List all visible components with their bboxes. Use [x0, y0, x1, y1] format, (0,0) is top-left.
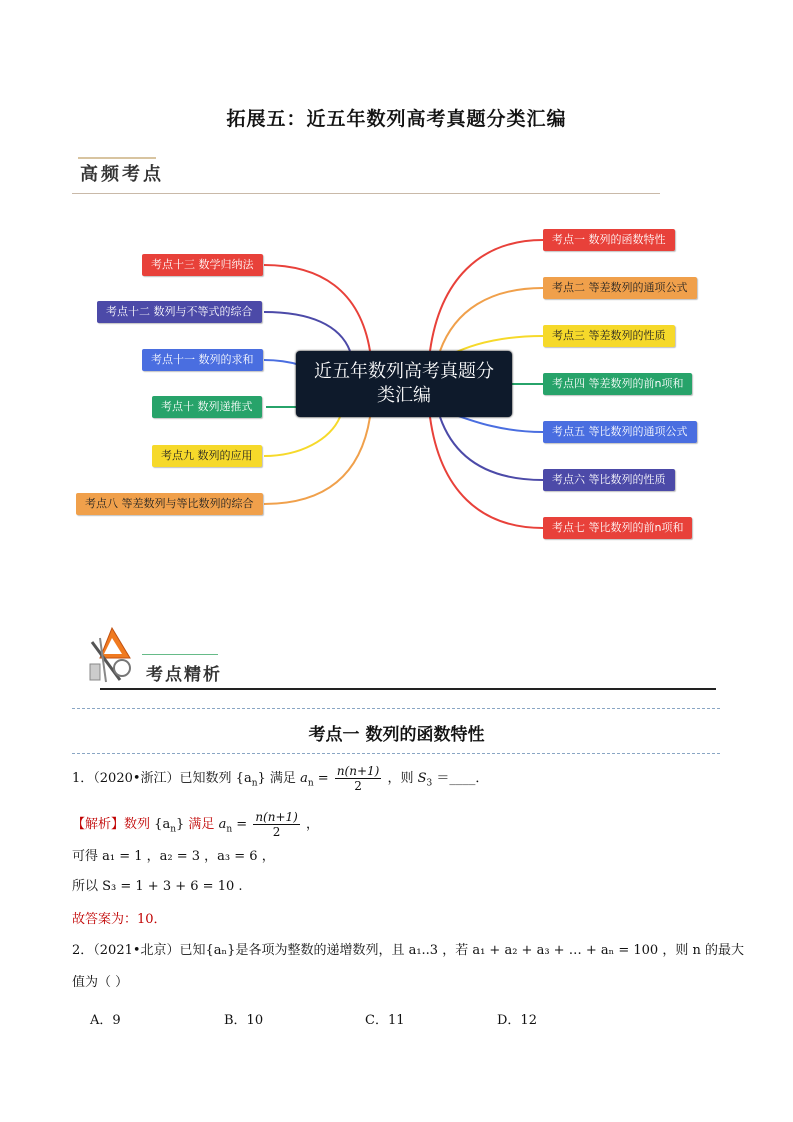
- mindmap-node-left-9: 考点九 数列的应用: [152, 445, 262, 467]
- ruler-compass-icon: [86, 624, 146, 684]
- solution-tag: 【解析】: [72, 817, 125, 832]
- topic-heading: 考点一 数列的函数特性: [308, 725, 485, 745]
- section-heading-analysis: 考点精析: [146, 665, 222, 685]
- mindmap-node-right-7: 考点七 等比数列的前n项和: [543, 517, 692, 539]
- mindmap-node-right-3: 考点三 等差数列的性质: [543, 325, 675, 347]
- question-2-line-2: 值为（ ）: [72, 975, 129, 990]
- mindmap-node-left-13: 考点十三 数学归纳法: [142, 254, 263, 276]
- mindmap-center-label: 近五年数列高考真题分类汇编: [314, 361, 494, 406]
- choice-b: B．10: [224, 1013, 264, 1028]
- solution-line-2: 可得 a₁ = 1 ，a₂ = 3 ，a₃ = 6 ，: [72, 849, 275, 864]
- answer-blank: ＝____: [436, 771, 476, 786]
- section-divider: [142, 654, 218, 655]
- q1-text: 满足: [269, 771, 296, 786]
- mindmap-node-right-1: 考点一 数列的函数特性: [543, 229, 675, 251]
- dashed-divider: [72, 753, 720, 754]
- formula-var: S: [417, 771, 427, 786]
- mindmap-node-right-2: 考点二 等差数列的通项公式: [543, 277, 697, 299]
- question-1: 1．（2020•浙江）已知数列 $\{a_n\}$ 满足 $a_n$ = $\frac{n(n+1)}{2}$ ，则 $S_3$ ＝____．: [72, 764, 489, 793]
- section-divider: [100, 688, 716, 690]
- connector: [264, 360, 300, 365]
- mindmap-node-left-8: 考点八 等差数列与等比数列的综合: [76, 493, 263, 515]
- mindmap-node-right-5: 考点五 等比数列的通项公式: [543, 421, 697, 443]
- mindmap-node-right-6: 考点六 等比数列的性质: [543, 469, 675, 491]
- fraction: $\frac{n(n+1)}{2}$: [255, 810, 298, 839]
- page-title: 拓展五：近五年数列高考真题分类汇编: [226, 108, 567, 130]
- mindmap-node-right-4: 考点四 等差数列的前n项和: [543, 373, 692, 395]
- choice-d: D．12: [497, 1013, 537, 1028]
- sequence-symbol: $\{a_n\}$: [235, 771, 266, 789]
- connector: [264, 265, 370, 351]
- q1-text: ，则: [387, 771, 414, 786]
- connector: [264, 417, 340, 456]
- mindmap-node-left-11: 考点十一 数列的求和: [142, 349, 263, 371]
- dashed-divider: [72, 708, 720, 709]
- fraction: $\frac{n(n+1)}{2}$: [336, 764, 380, 793]
- solution-answer: 故答案为：10．: [72, 912, 167, 927]
- connector: [264, 417, 370, 504]
- mindmap-node-left-12: 考点十二 数列与不等式的综合: [97, 301, 262, 323]
- choice-c: C．11: [365, 1013, 405, 1028]
- section-heading-frequent: 高频考点: [80, 164, 164, 185]
- q1-text: 1．（2020•浙江）已知数列: [72, 771, 232, 786]
- choice-a: A．9: [90, 1013, 121, 1028]
- question-2-line-1: 2．（2021•北京）已知{aₙ}是各项为整数的递增数列，且 a₁..3 ，若 a₁ + a₂ + a₃ + … + aₙ = 100 ，则 n 的最大: [72, 943, 744, 958]
- mindmap-center: [296, 351, 512, 417]
- connector: [264, 312, 350, 351]
- solution-line-3: 所以 S₃ = 1 + 3 + 6 = 10 .: [72, 879, 243, 894]
- formula-var: a: [300, 771, 308, 786]
- sequence-symbol: $\{a_n\}$: [154, 817, 185, 835]
- mindmap-node-left-10: 考点十 数列递推式: [152, 396, 262, 418]
- solution-line-1: 【解析】数列 $\{a_n\}$ 满足 $a_n$ = $\frac{n(n+1)}{2}$ ，: [72, 810, 319, 839]
